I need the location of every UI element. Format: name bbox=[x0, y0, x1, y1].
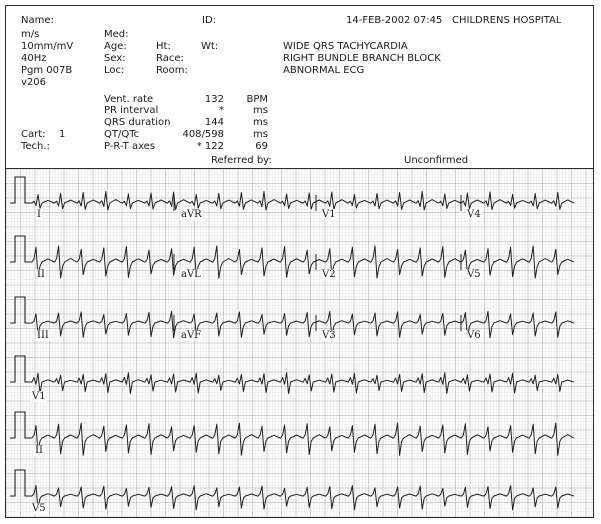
lead-label-V6: V6 bbox=[467, 330, 481, 341]
interpretation-line-1: WIDE QRS TACHYCARDIA bbox=[283, 41, 408, 52]
sex-label: Sex: bbox=[104, 53, 126, 64]
lead-label-V2: V2 bbox=[322, 269, 336, 280]
lead-row-trace bbox=[10, 177, 574, 210]
loc-label: Loc: bbox=[104, 65, 125, 76]
rhythm-strip-trace bbox=[10, 470, 574, 510]
lead-row-trace bbox=[10, 236, 574, 278]
measurement-unit: ms bbox=[253, 105, 268, 116]
measurement-label: QT/QTc bbox=[104, 129, 140, 140]
measurement-value: 144 bbox=[204, 117, 224, 128]
confirmation-status: Unconfirmed bbox=[404, 155, 469, 166]
interpretation-line-2: RIGHT BUNDLE BRANCH BLOCK bbox=[283, 53, 441, 64]
id-label: ID: bbox=[202, 15, 217, 26]
measurement-label: Vent. rate bbox=[104, 94, 154, 105]
measurement-unit: ms bbox=[253, 117, 268, 128]
measurement-label: QRS duration bbox=[104, 117, 171, 128]
setting-gain: 10mm/mV bbox=[21, 41, 74, 52]
rhythm-label-V5: V5 bbox=[32, 503, 46, 514]
report-datetime: 14-FEB-2002 07:45 bbox=[346, 15, 443, 26]
calibration-pulse bbox=[10, 177, 32, 203]
measurement-unit: ms bbox=[253, 129, 268, 140]
race-label: Race: bbox=[156, 53, 184, 64]
lead-label-aVF: aVF bbox=[181, 330, 202, 341]
lead-row-trace bbox=[10, 297, 574, 338]
calibration-pulse bbox=[10, 412, 32, 438]
name-label: Name: bbox=[21, 15, 54, 26]
lead-label-V5: V5 bbox=[467, 269, 481, 280]
tech-label: Tech.: bbox=[21, 141, 50, 152]
lead-label-V4: V4 bbox=[467, 209, 481, 220]
ht-label: Ht: bbox=[156, 41, 171, 52]
room-label: Room: bbox=[156, 65, 188, 76]
calibration-pulse bbox=[10, 470, 32, 496]
measurement-unit: BPM bbox=[246, 94, 268, 105]
lead-label-II: II bbox=[37, 269, 45, 280]
cart-label: Cart: bbox=[21, 129, 46, 140]
lead-label-I: I bbox=[37, 209, 41, 220]
rhythm-label-II: II bbox=[35, 445, 43, 456]
institution-name: CHILDRENS HOSPITAL bbox=[452, 15, 562, 26]
ecg-grid bbox=[6, 168, 594, 518]
age-label: Age: bbox=[104, 41, 127, 52]
cart-value: 1 bbox=[59, 129, 66, 140]
setting-filter: 40Hz bbox=[21, 53, 47, 64]
measurement-label: PR interval bbox=[104, 105, 159, 116]
lead-label-V3: V3 bbox=[322, 330, 336, 341]
setting-version: v206 bbox=[21, 77, 47, 88]
setting-speed: m/s bbox=[21, 29, 40, 40]
wt-label: Wt: bbox=[201, 41, 219, 52]
measurement-unit: 69 bbox=[255, 141, 268, 152]
measurement-label: P-R-T axes bbox=[104, 141, 156, 152]
lead-label-aVL: aVL bbox=[181, 269, 201, 280]
ecg-traces bbox=[6, 169, 594, 518]
med-label: Med: bbox=[104, 29, 129, 40]
measurement-value: * bbox=[219, 105, 224, 116]
ecg-report bbox=[5, 5, 594, 518]
interpretation-line-3: ABNORMAL ECG bbox=[283, 65, 365, 76]
measurement-value: 132 bbox=[204, 94, 224, 105]
calibration-pulse bbox=[10, 236, 32, 262]
measurement-value: * 122 bbox=[196, 141, 224, 152]
rhythm-label-V1: V1 bbox=[32, 391, 46, 402]
lead-label-aVR: aVR bbox=[181, 209, 202, 220]
measurement-value: 408/598 bbox=[182, 129, 224, 140]
lead-label-V1: V1 bbox=[322, 209, 336, 220]
referred-by-label: Referred by: bbox=[211, 155, 272, 166]
setting-program: Pgm 007B bbox=[21, 65, 73, 76]
lead-label-III: III bbox=[37, 330, 49, 341]
calibration-pulse bbox=[10, 297, 32, 323]
